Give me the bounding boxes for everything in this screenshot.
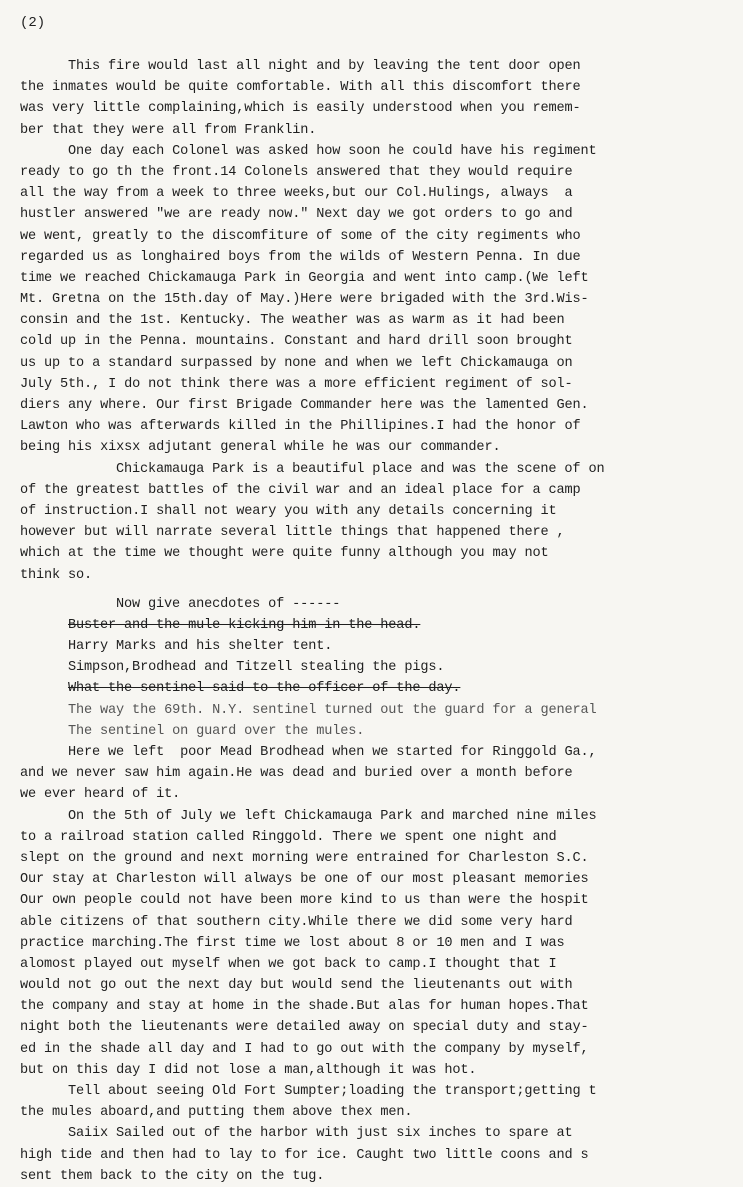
- text-line: Here we left poor Mead Brodhead when we started for Ringgold Ga.,: [68, 745, 597, 760]
- text-line: all the way from a week to three weeks,but our Col.Hulings, always a: [20, 186, 573, 202]
- text-line: the inmates would be quite comfortable. With all this discomfort there: [20, 80, 581, 96]
- text-line: sent them back to the city on the tug.: [20, 1168, 325, 1184]
- text-line: What the sentinel said to the officer of the day.: [68, 681, 461, 697]
- text-line: would not go out the next day but would send the lieutenants out with: [20, 978, 573, 994]
- text-line: One day each Colonel was asked how soon he could have his regiment: [68, 143, 597, 159]
- text-line: was very little complaining,which is easily understood when you remem-: [20, 101, 581, 117]
- text-line: however but will narrate several little things that happened there ,: [20, 525, 565, 541]
- text-line: we went, greatly to the discomfiture of some of the city regiments who: [20, 228, 581, 244]
- text-line: Chickamauga Park is a beautiful place and was the scene of on: [116, 461, 605, 477]
- text-line: and we never saw him again.He was dead and buried over a month before: [20, 766, 573, 782]
- text-line: practice marching.The first time we lost about 8 or 10 men and I was: [20, 935, 565, 951]
- text-line: ber that they were all from Franklin.: [20, 122, 317, 138]
- text-line: diers any where. Our first Brigade Commander here was the lamented Gen.: [20, 398, 589, 413]
- text-line: the company and stay at home in the shade.But alas for human hopes.That: [20, 999, 589, 1015]
- text-line: Saiix Sailed out of the harbor with just six inches to spare at: [68, 1126, 573, 1142]
- page-number: (2): [20, 15, 46, 31]
- text-line: This fire would last all night and by leaving the tent door open: [68, 59, 581, 74]
- text-line: The way the 69th. N.Y. sentinel turned out the guard for a general: [68, 702, 597, 718]
- text-line: The sentinel on guard over the mules.: [68, 723, 365, 739]
- text-line: of the greatest battles of the civil war and an ideal place for a camp: [20, 482, 581, 498]
- text-line: regarded us as longhaired boys from the wilds of Western Penna. In due: [20, 249, 581, 265]
- text-line: slept on the ground and next morning were entrained for Charleston S.C.: [20, 850, 589, 866]
- text-line: July 5th., I do not think there was a more efficient regiment of sol-: [20, 376, 573, 392]
- text-line: ed in the shade all day and I had to go out with the company by myself,: [20, 1041, 589, 1057]
- text-line: Mt. Gretna on the 15th.day of May.)Here were brigaded with the 3rd.Wis-: [20, 292, 589, 308]
- text-line: but on this day I did not lose a man,although it was hot.: [20, 1062, 477, 1078]
- letter-body: [20, 56, 731, 1187]
- text-line: ready to go th the front.14 Colonels answered that they would require: [20, 164, 573, 180]
- text-line: us up to a standard surpassed by none and when we left Chickamauga on: [20, 355, 573, 371]
- text-line: being his xixsx adjutant general while he was our commander.: [20, 440, 501, 456]
- text-line: Our stay at Charleston will always be one of our most pleasant memories: [20, 872, 589, 888]
- text-line: the mules aboard,and putting them above thex men.: [20, 1105, 413, 1121]
- text-line: night both the lieutenants were detailed away on special duty and stay-: [20, 1020, 589, 1036]
- text-line: which at the time we thought were quite funny although you may not: [20, 546, 549, 562]
- text-line: Now give anecdotes of ------: [116, 596, 341, 612]
- text-line: time we reached Chickamauga Park in Georgia and went into camp.(We left: [20, 270, 589, 286]
- text-line: On the 5th of July we left Chickamauga Park and marched nine miles: [68, 808, 597, 824]
- text-line: hustler answered "we are ready now." Next day we got orders to go and: [20, 207, 573, 223]
- text-line: Lawton who was afterwards killed in the Phillipines.I had the honor of: [20, 419, 581, 435]
- text-line: Tell about seeing Old Fort Sumpter;loading the transport;getting t: [68, 1084, 597, 1099]
- text-line: of instruction.I shall not weary you with any details concerning it: [20, 503, 557, 519]
- text-line: think so.: [20, 567, 93, 583]
- text-line: cold up in the Penna. mountains. Constant and hard drill soon brought: [20, 334, 573, 350]
- text-line: Simpson,Brodhead and Titzell stealing the pigs.: [68, 660, 445, 676]
- text-line: Harry Marks and his shelter tent.: [68, 639, 333, 655]
- text-line: able citizens of that southern city.While there we did some very hard: [20, 914, 573, 930]
- text-line: Buster and the mule kicking him in the head.: [68, 617, 421, 633]
- text-line: we ever heard of it.: [20, 787, 181, 803]
- text-line: Our own people could not have been more kind to us than were the hospit: [20, 893, 589, 909]
- text-line: alomost played out myself when we got back to camp.I thought that I: [20, 956, 557, 972]
- text-line: consin and the 1st. Kentucky. The weather was as warm as it had been: [20, 313, 565, 329]
- text-line: high tide and then had to lay to for ice. Caught two little coons and s: [20, 1147, 589, 1163]
- text-line: to a railroad station called Ringgold. There we spent one night and: [20, 829, 557, 845]
